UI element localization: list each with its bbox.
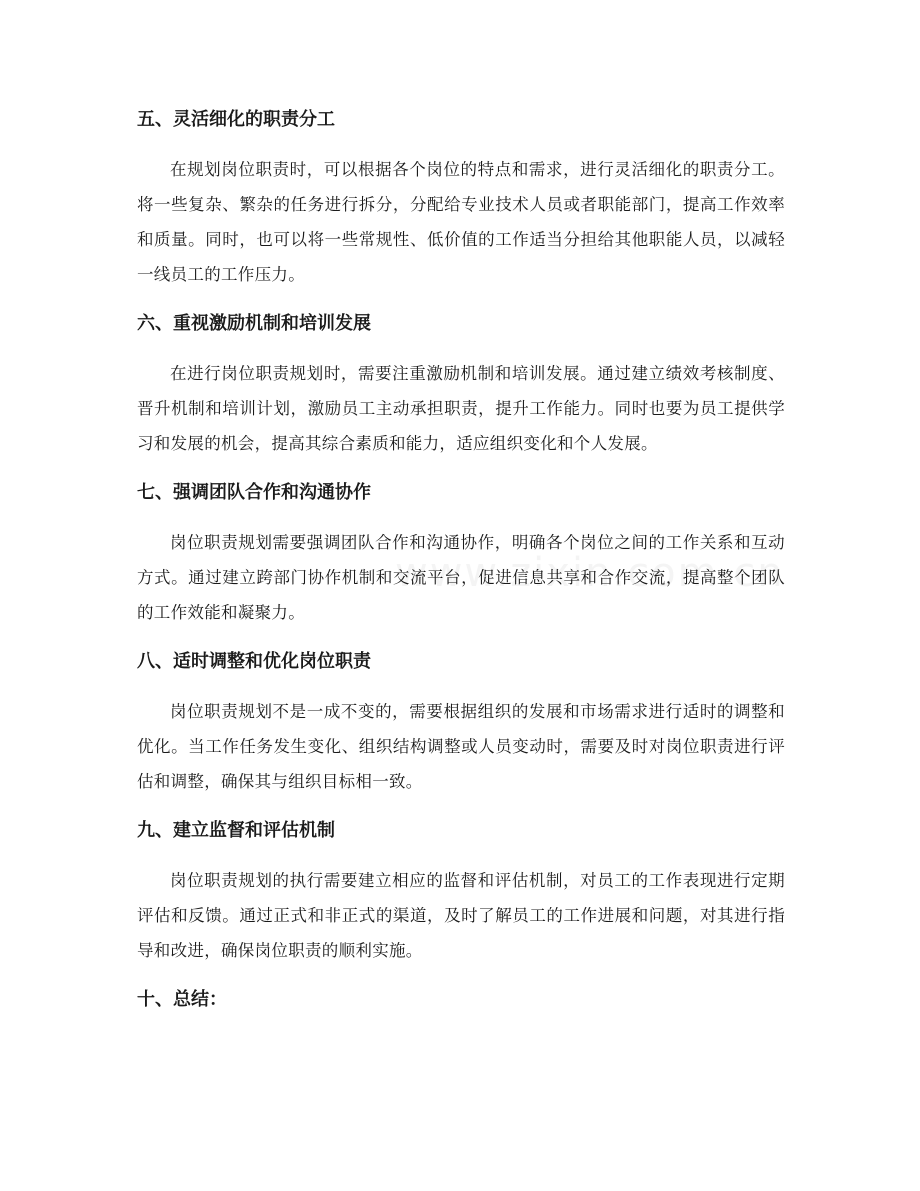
document-page <box>137 100 785 1020</box>
section-heading-5: 五、灵活细化的职责分工 <box>137 109 335 130</box>
section-heading-9: 九、建立监督和评估机制 <box>137 820 335 841</box>
section-paragraph-8: 岗位职责规划不是一成不变的，需要根据组织的发展和市场需求进行适时的调整和优化。当工作任务发生变化、组织结构调整或人员变动时，需要及时对岗位职责进行评估和调整，确保其与组织目标相一致。 <box>137 702 785 791</box>
section-heading-8: 八、适时调整和优化岗位职责 <box>137 651 371 672</box>
section-paragraph-9: 岗位职责规划的执行需要建立相应的监督和评估机制，对员工的工作表现进行定期评估和反馈。通过正式和非正式的渠道，及时了解员工的工作进展和问题，对其进行指导和改进，确保岗位职责的顺利实施。 <box>137 871 785 960</box>
section-heading-10: 十、总结： <box>137 989 227 1010</box>
section-heading-6: 六、重视激励机制和培训发展 <box>137 313 371 334</box>
section-paragraph-5: 在规划岗位职责时，可以根据各个岗位的特点和需求，进行灵活细化的职责分工。将一些复杂、繁杂的任务进行拆分，分配给专业技术人员或者职能部门，提高工作效率和质量。同时，也可以将一些常规性、低价值的工作适当分担给其他职能人员，以减轻一线员工的工作压力。 <box>137 160 785 284</box>
section-paragraph-6: 在进行岗位职责规划时，需要注重激励机制和培训发展。通过建立绩效考核制度、晋升机制和培训计划，激励员工主动承担职责，提升工作能力。同时也要为员工提供学习和发展的机会，提高其综合素质和能力，适应组织变化和个人发展。 <box>137 364 785 453</box>
section-paragraph-7: 岗位职责规划需要强调团队合作和沟通协作，明确各个岗位之间的工作关系和互动方式。通过建立跨部门协作机制和交流平台，促进信息共享和合作交流，提高整个团队的工作效能和凝聚力。 <box>137 533 785 622</box>
section-heading-7: 七、强调团队合作和沟通协作 <box>137 482 371 503</box>
